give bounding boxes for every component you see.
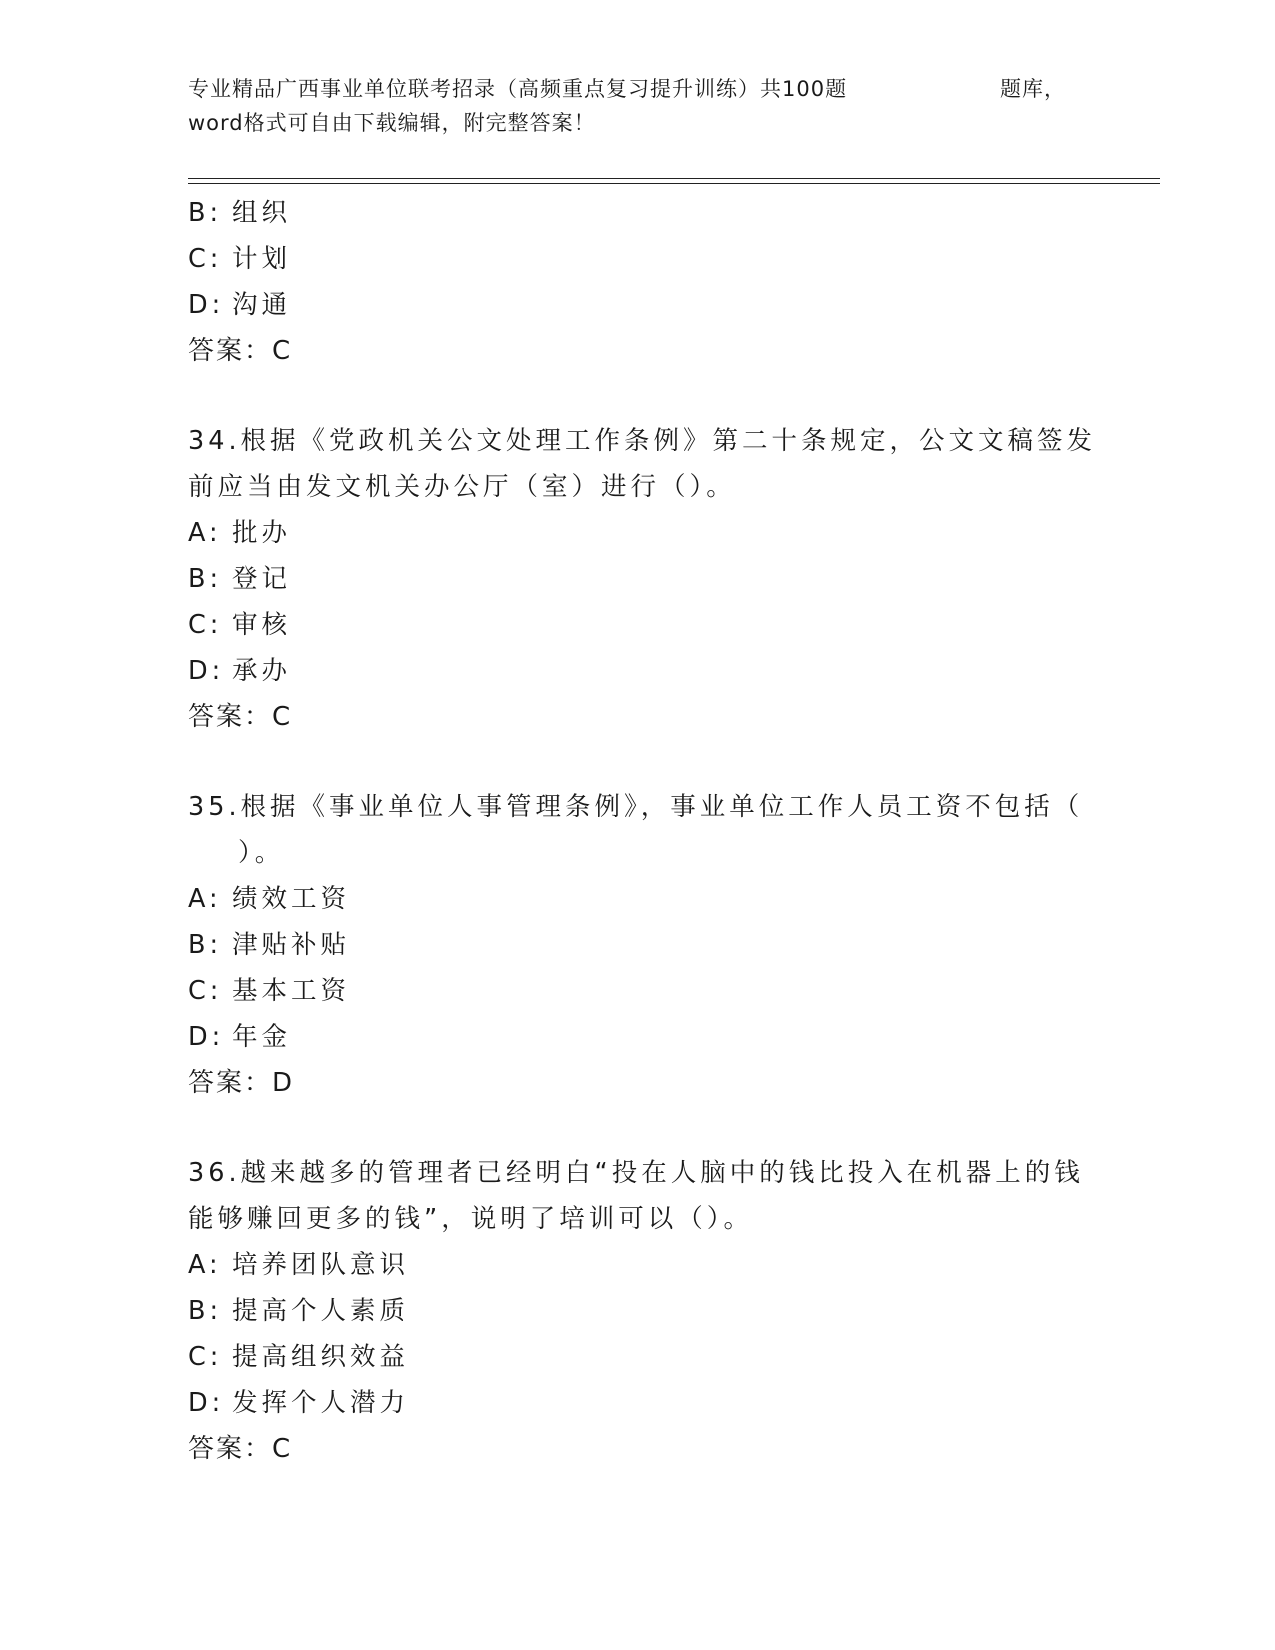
option-line [188, 282, 1088, 328]
question-35 [188, 784, 1088, 1106]
option-line [188, 1380, 1088, 1426]
option-letter: A: [188, 884, 222, 914]
option-letter: D: [188, 290, 225, 320]
question-36 [188, 1150, 1088, 1472]
header-subtitle: word格式可自由下载编辑，附完整答案！ [188, 111, 596, 135]
option-text: 计划 [232, 244, 292, 274]
option-line [188, 190, 1088, 236]
option-line [188, 968, 1088, 1014]
option-line [188, 556, 1088, 602]
spacer [188, 1106, 1088, 1150]
question-text-line: ）。 [238, 838, 285, 868]
option-letter: C: [188, 244, 223, 274]
option-text: 登记 [232, 564, 292, 594]
spacer [188, 374, 1088, 418]
option-line [188, 922, 1088, 968]
option-letter: B: [188, 930, 223, 960]
option-text: 培养团队意识 [232, 1250, 410, 1280]
question-text-line: 能够赚回更多的钱”，说明了培训可以（）。 [188, 1204, 753, 1234]
option-line [188, 602, 1088, 648]
option-letter: B: [188, 564, 223, 594]
option-text: 绩效工资 [232, 884, 351, 914]
option-line [188, 510, 1088, 556]
header-rule-top [188, 178, 1160, 179]
option-text: 组织 [232, 198, 292, 228]
option-text: 审核 [232, 610, 292, 640]
page-header [188, 72, 1068, 140]
answer-line: 答案：C [188, 336, 293, 366]
answer-line: 答案：C [188, 1434, 293, 1464]
option-letter: D: [188, 1388, 225, 1418]
header-title-tail: 题库， [1000, 77, 1066, 101]
answer-line: 答案：C [188, 702, 293, 732]
header-title: 专业精品广西事业单位联考招录（高频重点复习提升训练）共100题 [188, 77, 848, 101]
option-letter: A: [188, 518, 222, 548]
header-rule-bottom [188, 183, 1160, 184]
question-text-line: 前应当由发文机关办公厅（室）进行（）。 [188, 472, 736, 502]
option-text: 沟通 [232, 290, 292, 320]
question-34 [188, 418, 1097, 740]
option-line [188, 876, 1088, 922]
option-text: 承办 [232, 656, 292, 686]
option-line [188, 1288, 1088, 1334]
document-content [188, 190, 1097, 1472]
option-letter: B: [188, 1296, 223, 1326]
option-line [188, 1014, 1088, 1060]
option-line [188, 1334, 1088, 1380]
spacer [188, 740, 1088, 784]
question-text-line: 35.根据《事业单位人事管理条例》，事业单位工作人员工资不包括（ [188, 792, 1084, 822]
option-letter: B: [188, 198, 223, 228]
option-line [188, 236, 1088, 282]
option-text: 年金 [232, 1022, 292, 1052]
header-line-1 [188, 72, 1068, 106]
option-letter: C: [188, 610, 223, 640]
option-letter: A: [188, 1250, 222, 1280]
answer-line: 答案：D [188, 1068, 295, 1098]
option-line [188, 648, 1088, 694]
option-text: 批办 [232, 518, 292, 548]
option-letter: C: [188, 1342, 223, 1372]
option-letter: C: [188, 976, 223, 1006]
option-line [188, 1242, 1088, 1288]
option-text: 发挥个人潜力 [232, 1388, 410, 1418]
option-letter: D: [188, 656, 225, 686]
option-text: 提高个人素质 [232, 1296, 410, 1326]
option-text: 津贴补贴 [232, 930, 351, 960]
partial-question [188, 190, 1088, 374]
option-text: 提高组织效益 [232, 1342, 410, 1372]
option-letter: D: [188, 1022, 225, 1052]
question-text-line: 34.根据《党政机关公文处理工作条例》第二十条规定，公文文稿签发 [188, 426, 1097, 456]
option-text: 基本工资 [232, 976, 351, 1006]
question-text-line: 36.越来越多的管理者已经明白“投在人脑中的钱比投入在机器上的钱 [188, 1158, 1084, 1188]
